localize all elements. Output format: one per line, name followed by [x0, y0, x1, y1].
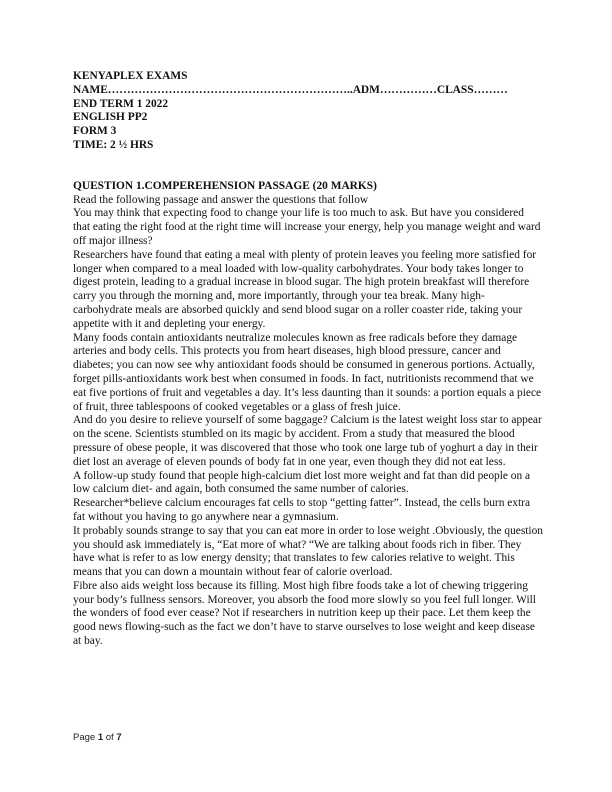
passage-paragraph: Fibre also aids weight loss because its filling. Most high fibre foods take a lot of chewing triggering your body’s fullness sensors. Moreover, you absorb the food more slowly so you feel full longer. Will the wonders of food ever cease? Not if researchers in nutrition keep up their pace. Let them keep the good news flowing-such as the fact we don’t have to starve ourselves to lose weight and keep disease at bay. [73, 579, 536, 648]
page-current: 1 [97, 732, 104, 743]
page-mid: of [103, 732, 117, 743]
question-instruction: Read the following passage and answer the questions that follow [73, 193, 369, 206]
passage-paragraph: Many foods contain antioxidants neutralize molecules known as free radicals before they damage arteries and body cells. This protects you from heart diseases, high blood pressure, cancer and diabetes; you can now see why antioxidant foods should be consumed in generous portions. Actually, forget pills-antioxidants work best when consumed in foods. In fact, nutritionists recommend that we eat five portions of fruit and vegetables a day. It’s less daunting than it sounds: a portion equals a piece of fruit, three tablespoons of cooked vegetables or a glass of fresh juice. [73, 331, 542, 413]
passage-paragraph: And do you desire to relieve yourself of some baggage? Calcium is the latest weight loss star to appear on the scene. Scientists stumbled on its magic by accident. From a study that measured the blood pressure of obese people, it was discovered that those who took one large tub of yoghurt a day in their diet lost an average of eleven pounds of body fat in one year, even though they did not eat less. [73, 414, 542, 468]
exam-term: END TERM 1 2022 [73, 97, 169, 110]
question-title: QUESTION 1.COMPEREHENSION PASSAGE (20 MARKS) [73, 179, 377, 192]
passage-paragraph: Researchers have found that eating a meal with plenty of protein leaves you feeling more satisfied for longer when compared to a meal loaded with low-quality carbohydrates. Your body takes longer to digest protein, leading to a gradual increase in blood sugar. The high protein breakfast will therefore carry you through the morning and, more importantly, through your tea break. Many high-carbohydrate meals are absorbed quickly and send blood sugar on a roller coaster ride, taking your appetite with it and depleting your energy. [73, 248, 537, 330]
name-adm-class-line: NAME………………………………………………………..ADM……………CLASS……… [73, 83, 508, 96]
subject: ENGLISH PP2 [73, 111, 148, 124]
exam-page [73, 70, 543, 649]
page-prefix: Page [73, 732, 98, 743]
exam-time: TIME: 2 ½ HRS [73, 138, 154, 151]
passage-paragraph: Researcher*believe calcium encourages fat cells to stop “getting fatter”. Instead, the cells burn extra fat without you having to go anywhere near a gymnasium. [73, 497, 531, 523]
form-level: FORM 3 [73, 125, 117, 138]
spacer [73, 153, 543, 180]
page-number-footer [73, 732, 122, 743]
page-total: 7 [116, 732, 122, 743]
passage-paragraph: It probably sounds strange to say that you can eat more in order to lose weight .Obviously, the question you should ask immediately is, “Eat more of what? “We are talking about foods rich in fiber. They have what is refer to as low energy density; that translates to few calories relative to weight. This means that you can down a mountain without fear of calorie overload. [73, 524, 543, 579]
passage-paragraph: You may think that expecting food to change your life is too much to ask. But have you considered that eating the right food at the right time will increase your energy, help you manage weight and ward off major illness? [73, 207, 541, 247]
school-name: KENYAPLEX EXAMS [73, 70, 188, 82]
passage-paragraph: A follow-up study found that people high-calcium diet lost more weight and fat than did people on a low calcium diet- and again, both consumed the same number of calories. [73, 469, 531, 496]
